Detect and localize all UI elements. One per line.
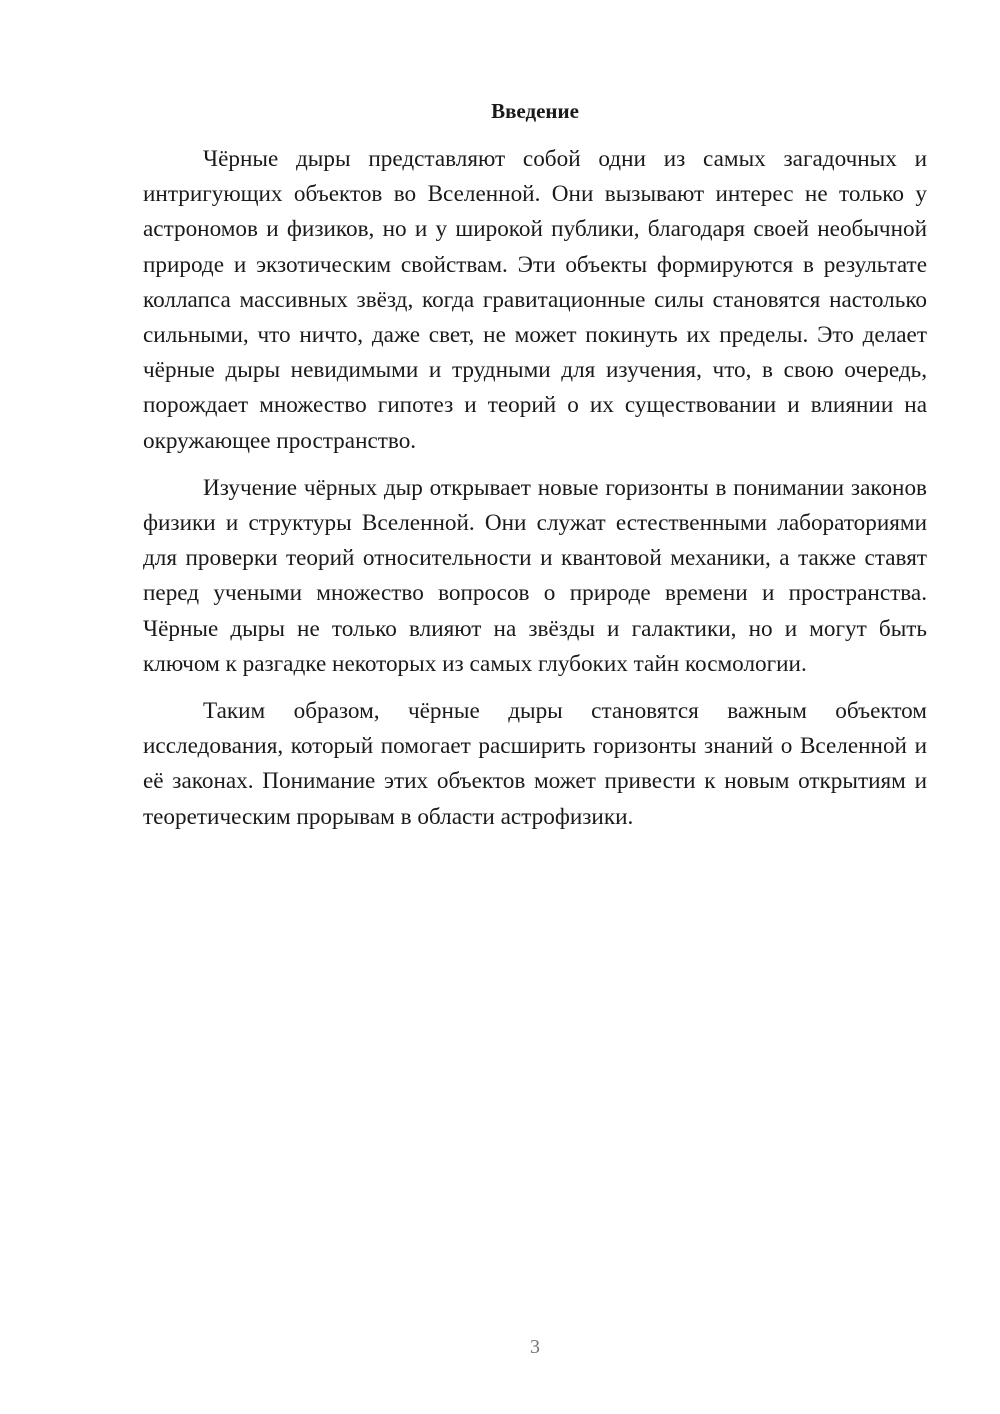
section-title: Введение [491,99,579,123]
page-number: 3 [530,1336,540,1358]
paragraph-1: Чёрные дыры представляют собой одни из самых загадочных и интригующих объектов во Вселенной. Они вызывают интерес не только у астрономов и физиков, но и у широкой публики, благодаря своей необычной природе и экзотическим свойствам. Эти объекты формируются в результате коллапса массивных звёзд, когда гравитационные силы становятся настолько сильными, что ничто, даже свет, не может покинуть их пределы. Это делает чёрные дыры невидимыми и трудными для изучения, что, в свою очередь, порождает множество гипотез и теорий о их существовании и влиянии на окружающее пространство. [143,146,927,454]
document-body [143,142,927,847]
paragraph-2: Изучение чёрных дыр открывает новые горизонты в понимании законов физики и структуры Вселенной. Они служат естественными лабораториями для проверки теорий относительности и квантовой механики, а также ставят перед учеными множество вопросов о природе времени и пространства. Чёрные дыры не только влияют на звёзды и галактики, но и могут быть ключом к разгадке некоторых из самых глубоких тайн космологии. [143,474,927,677]
paragraph-3: Таким образом, чёрные дыры становятся важным объектом исследования, который помогает расширить горизонты знаний о Вселенной и её законах. Понимание этих объектов может привести к новым открытиям и теоретическим прорывам в области астрофизики. [143,698,927,830]
